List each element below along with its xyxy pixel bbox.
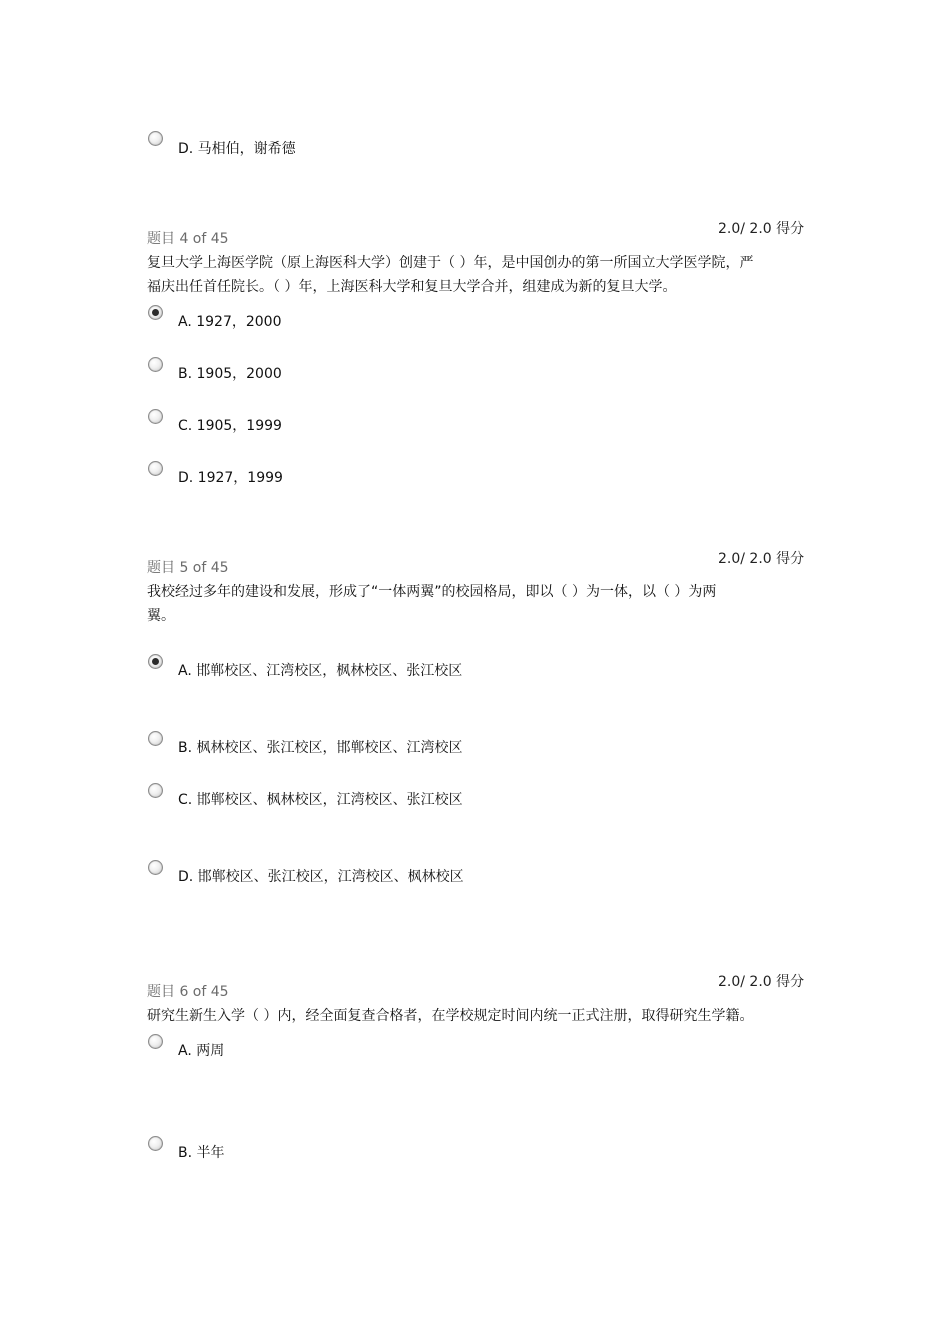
option-b-radio[interactable] (148, 731, 163, 746)
question-number: 题目 5 of 45 (147, 560, 229, 576)
question-score: 2.0/ 2.0 得分 (718, 974, 805, 990)
question-text: 研究生新生入学（ ）内，经全面复查合格者，在学校规定时间内统一正式注册，取得研究生学籍。 (147, 1008, 754, 1024)
question-score: 2.0/ 2.0 得分 (718, 551, 805, 567)
option-d-radio[interactable] (148, 860, 163, 875)
question-text: 福庆出任首任院长。（ ）年，上海医科大学和复旦大学合并，组建成为新的复旦大学。 (147, 279, 677, 295)
option-b-label: B. 1905，2000 (178, 366, 282, 382)
option-b-label: B. 半年 (178, 1145, 225, 1161)
option-d-label: D. 马相伯，谢希德 (178, 141, 296, 157)
option-d-radio[interactable] (148, 461, 163, 476)
option-a-label: A. 邯郸校区、江湾校区，枫林校区、张江校区 (178, 663, 463, 679)
option-a-radio[interactable] (148, 305, 163, 320)
option-d-radio[interactable] (148, 131, 163, 146)
question-text: 复旦大学上海医学院（原上海医科大学）创建于（ ）年，是中国创办的第一所国立大学医学院，严 (147, 255, 754, 271)
option-c-radio[interactable] (148, 783, 163, 798)
option-c-radio[interactable] (148, 409, 163, 424)
option-a-radio[interactable] (148, 1034, 163, 1049)
option-c-label: C. 1905，1999 (178, 418, 282, 434)
question-text: 我校经过多年的建设和发展，形成了“一体两翼”的校园格局，即以（ ）为一体，以（ ）为两 (147, 584, 717, 600)
option-a-radio[interactable] (148, 654, 163, 669)
option-b-label: B. 枫林校区、张江校区，邯郸校区、江湾校区 (178, 740, 463, 756)
option-b-radio[interactable] (148, 1136, 163, 1151)
option-d-label: D. 邯郸校区、张江校区，江湾校区、枫林校区 (178, 869, 464, 885)
option-a-label: A. 两周 (178, 1043, 225, 1059)
option-b-radio[interactable] (148, 357, 163, 372)
option-c-label: C. 邯郸校区、枫林校区，江湾校区、张江校区 (178, 792, 463, 808)
question-number: 题目 4 of 45 (147, 231, 229, 247)
option-d-label: D. 1927，1999 (178, 470, 283, 486)
option-a-label: A. 1927，2000 (178, 314, 282, 330)
question-number: 题目 6 of 45 (147, 984, 229, 1000)
question-score: 2.0/ 2.0 得分 (718, 221, 805, 237)
question-text: 翼。 (147, 608, 175, 624)
